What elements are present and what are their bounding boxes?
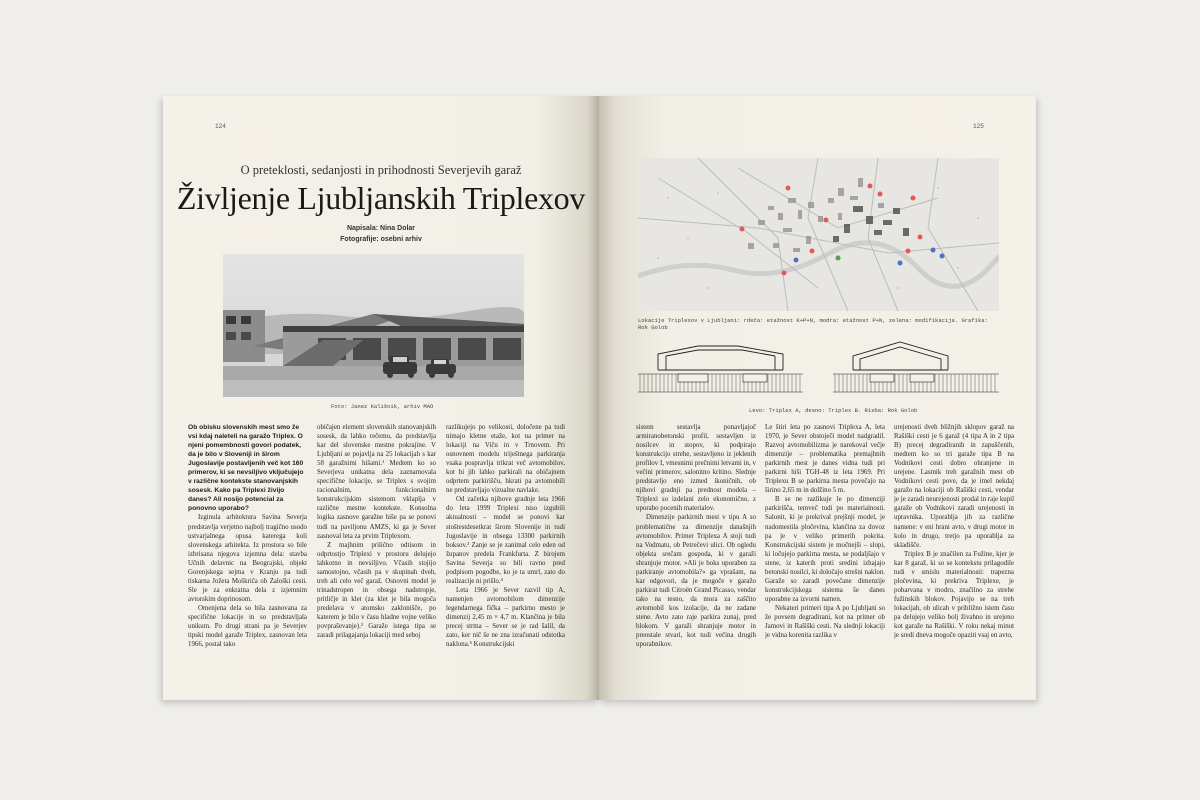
article-kicker: O preteklosti, sedanjosti in prihodnosti Severjevih garaž: [240, 163, 522, 177]
right-page: [599, 96, 1036, 700]
paragraph: Izginula arhitektura Savina Severja predstavlja verjetno najbolj tragično usodo ustvarjalnega opusa katerega koli slovenskega arhitekta. Iz prostora so bile izbrisana njegova izjemna dela: stavba Učnih delavnic na Beograjski, objekt Gorenjskega sejma v Kranju pa tudi tiskarna Jožeta Moškriča ob Zaloški cesti. Sle je za enkratna dela z izjemnim avtorskim doprinosom.: [188, 514, 307, 603]
section-drawings: [638, 334, 999, 400]
paragraph: Od začetka njihove gradnje leta 1966 do leta 1999 Triplexi niso izgubili aktualnosti – model se ponovi kar stoštestdesetkrat širom Slovenije in tudi Jugoslavije in obsega 13300 parkirnih boksov.³ Zanje se je zanimal celo eden od županov predela Frankfurta. Z birojem Savina Severja so bili ravno pred podpisom pogodbe, ko je ta umrl, zato do realizacije ni prišlo.⁴: [446, 496, 565, 585]
paragraph: B se ne razlikuje le po dimenziji parkirišča, temveč tudi po materialnosti. Salonit, ki je prekrival prejšnji model, je nadomestila pločevina, klančina za dovoz pa je v veliko primerih pokrita. Konstrukcijski sistem je močnejši – slopi, ki ločujejo parkirna mesta, se podaljšajo v stene, iz katerih proti sredini izhajajo betonski nosilci, ki določajo strešni naklon. Garaže so zaradi povečane dimenzije konstrukcijskega sistema še danes uporabne za izvorni namen.: [765, 496, 885, 603]
page-number-right: 125: [973, 123, 984, 130]
left-column-1: [188, 423, 307, 678]
byline-author: Napisala: Nina Dolar: [346, 225, 416, 232]
paragraph: Omenjena dela so bila zasnovana za specifične lokacije in so predstavljala unikum. Po drugi strani pa je Severjev tipski model garaže Triplex, zasnovan leta 1966, postal tako: [188, 604, 307, 649]
paragraph: Dimenzije parkirnih mest v tipu A so problematične za dimenzije današnjih avtomobilov. Primer Triplexa A stoji tudi na Vodmatu, ob Petrečevi ulici. Ob ogledu objekta srečam gospoda, ki v garaži shranjuje motor. »Ali je boks uporaben za parkiranje avtomobila?« ga vprašam, na kar odgovori, da je mogoče v garažo parkirat tudi Citroën Grand Picasso, vendar tako na tesno, da mora za zaščito avtomobil kos izolacije, da ne zadane stene. Avto zato raje parkira zunaj, pred blokom. V garaži shranjuje motor in preostale stvari, kot tudi večina drugih uporabnikov.: [636, 514, 756, 649]
left-column-2: [317, 423, 436, 678]
article-title: Življenje Ljubljanskih Triplexov: [176, 180, 586, 216]
garage-photo: [223, 254, 524, 397]
paragraph: sistem sestavlja ponavljajoč armiranobetonski profil, sestavljen iz nosilcev in stopov, ki podpirajo konstrukcijo strehe, sestavljeno iz jeklenih profilov I, vmesnimi prečnimi letvami in, v večini primerov, salonitno kritino. Slednje predstavljo eno izmed ikoničnih, ob njihovi gradnji pa prednost modela – Triplexi so izdelani zelo ekonomično, z uporabo pocenih materialov.: [636, 424, 756, 513]
article-lead: Ob obisku slovenskih mest smo že vsi kdaj naleteli na garažo Triplex. O njeni pomembnosti govori podatek, da je bilo v Sloveniji in širom Jugoslavije postavljenih več kot 160 primerov, ki se nevsiljivo vključujejo v različne kontekste stanovanjskih sosesk. Kako pa Triplexi živijo danes? Ali nosijo potencial za ponovno uporabo?: [188, 424, 304, 513]
right-column-2: [765, 423, 885, 678]
paragraph: Leta 1966 je Sever razvil tip A, namenjen avtomobilom dimenzije legendarnega fička – parkirno mesto je dimenzij 2,45 m × 4,7 m. Klančina je bila precej strma – Sever se je rad šalil, da zato, ker nič še ne zna izračunati odstotka naklona.⁵ Konstrukcijski: [446, 586, 565, 649]
paragraph: razlikujejo po velikosti, določene pa tudi nimajo kletne etaže, kot na primer na lokaciji na Viču in v Trnovem. Pri osnovnem modelu triještnega parkiranja vsaka pospravlja trikrat več avtomobilov, kot bi jih lahko parkirali na običajnem odprtem parkirišču, hkrati pa avtomobili ne predstavljajo vizualne navlake.: [446, 424, 565, 495]
paragraph: urejenosti dveh bližnjih sklopov garaž na Rašiški cesti je 6 garaž (4 tipa A in 2 tipa B) precej degradiranih in zapuščenih, medtem ko so tri garaže tipa B na Vodnikovi cesti dobro ohranjene in urejene. Lastnik treh garažnih mest ob Vodnikovi cesti pove, da je imel nekdaj garažo na lokaciji ob Rašiški cesti, vendar je je zaradi neurejenosti prodal in raje kupil garaže ob Vodnikovi zaradi urejenosti in upravnika. Uporablja jih za različne namene: v eni hrani avto, v drugi motor in kolo in drugo, tretjo pa uporablja za skladišče.: [894, 424, 1014, 549]
sections-caption: Levo: Triplex A, desno: Triplex B. Risba: Rok Golob: [749, 407, 918, 414]
page-number-left: 124: [215, 123, 226, 130]
location-map: [638, 158, 999, 311]
byline-photos: Fotografije: osebni arhiv: [340, 236, 422, 243]
map-caption: Lokacije Triplexov v Ljubljani: rdeča: etažnost K+P+N, modra: etažnost P+N, zelena: modifikacija. Grafika: Rok Golob: [638, 317, 988, 331]
paragraph: Nekateri primeri tipa A po Ljubljani so že povsem degradirani, kot na primer ob Jamovi in Rašiški cesti. Na slednji lokaciji je vidna korenita razlika v: [765, 604, 885, 640]
left-column-3: [446, 423, 565, 678]
photo-caption: Foto: Janez Kališnik, arhiv MAO: [331, 403, 434, 410]
paragraph: Z majhnim prilično odtisom in odprtostjo Triplexi v prostoru delujejo lahkotno in nevsiljivo. Včasih stojijo samostojno, včasih pa v skupinah dveh, treh ali celo več garaž. Osnovni model je trinadstropen in obsega nadstropje, pritličje in klet (za klet je bila mogoča predelava v atomsko zaklonišče, po katerem je bilo v času hladne vojne veliko povpraševanje).² Garaže istega tipa se zaradi prilagajanja lokaciji med seboj: [317, 541, 436, 640]
paragraph: Triplex B je značilen za Fužine, kjer je kar 8 garaž, ki so se kontekstu prilagodile tudi v smislu materialnosti: trapezna pločevina, ki prekriva Triplexe, je pobarvana v modro, značilno za strehe fužinskih blokov. Pojavijo se na treh lokacijah, ob ulicah v približno istem času pa delujejo veliko bolj živahno in urejeno kot garaže na Rašiški. V roku nekaj minut je sredi dneva mogoče opaziti vsaj en avto,: [894, 550, 1014, 640]
right-column-3: [894, 423, 1014, 678]
right-column-1: [636, 423, 756, 678]
paragraph: Le štiri leta po zasnovi Triplexa A, leta 1970, je Sever obstoječi model nadgradil. Razvoj avtomobilizma je narekoval večje dimenzije – problematika premajhnih parkirnih mest je danes vidna tudi pri parkirni hiši TGH-48 iz leta 1969. Pri Triplexu B se parkirna mesta povečajo na širino 2,65 m in dolžino 5 m.: [765, 424, 885, 495]
left-page: [163, 96, 599, 700]
paragraph: običajen element slovenskih stanovanjskih sosesk, da lahko rečemo, da predstavlja kar del slovenske mestne pokrajine. V Ljubljani se pojavlja na 25 lokacijah s kar 58 garažnimi hišami.¹ Medtem ko so Severjeva unikatna dela zaznamovala specifične lokacije, se Triplex s svojim racionalnim, funkcionalnim konstrukcijskim sistemom vklaplja v različne mestne kontekste. Konsolna logika zasnove garažne hiše pa se ponovi tudi na paviljonu AMZS, ki ga je Sever zasnoval leta za prvim Triplexom.: [317, 424, 436, 540]
